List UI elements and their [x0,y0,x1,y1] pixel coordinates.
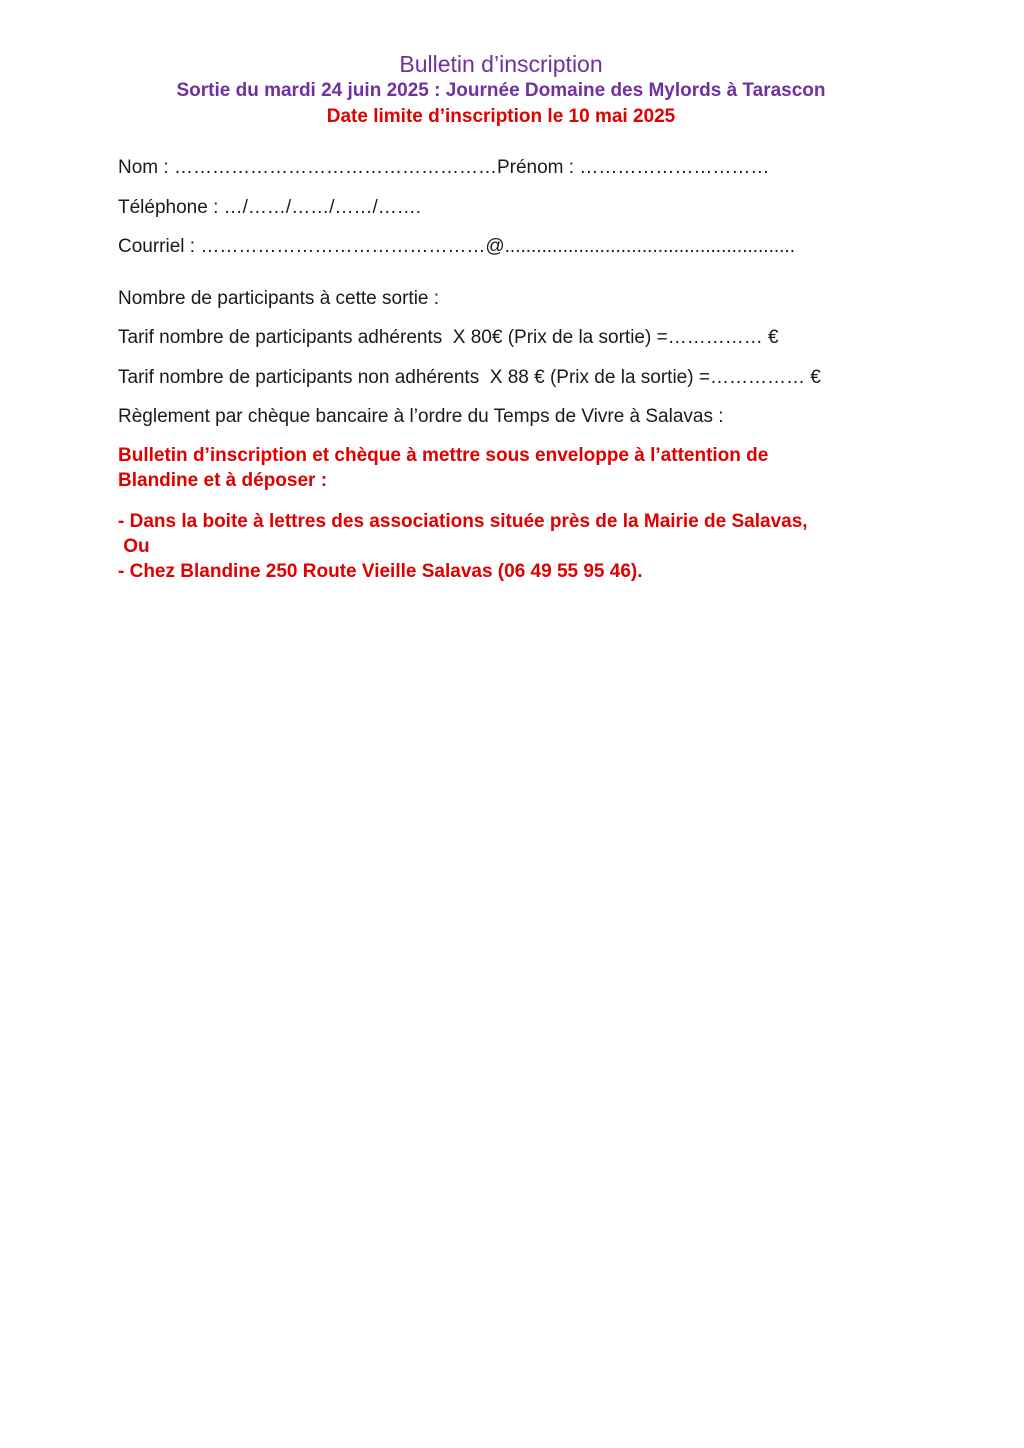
email-field-line: Courriel : ………………………………………@....................................................... [118,236,795,257]
event-subtitle: Sortie du mardi 24 juin 2025 : Journée Domaine des Mylords à Tarascon [176,80,826,101]
payment-instructions-line: Règlement par chèque bancaire à l’ordre du Temps de Vivre à Salavas : [118,406,724,427]
form-header [0,50,1002,130]
drop-off-option-mailbox: - Dans la boite à lettres des associations située près de la Mairie de Salavas, [118,511,808,532]
submission-intro-line-2: Blandine et à déposer : [118,470,328,491]
registration-deadline: Date limite d’inscription le 10 mai 2025 [326,106,676,127]
submission-intro-line-1: Bulletin d’inscription et chèque à mettre sous enveloppe à l’attention de [118,445,769,466]
telephone-field-line: Téléphone : …/……/……/……/……. [118,197,422,218]
non-member-price-line: Tarif nombre de participants non adhérents X 88 € (Prix de la sortie) =…………… € [118,367,821,388]
form-title: Bulletin d’inscription [399,51,603,77]
submission-instructions [118,443,918,493]
name-field-line: Nom : ……………………………………………Prénom : ………………………… [118,157,770,178]
drop-off-options [118,509,918,584]
member-price-line: Tarif nombre de participants adhérents X 80€ (Prix de la sortie) =…………… € [118,327,779,348]
participants-count-line: Nombre de participants à cette sortie : [118,288,440,309]
drop-off-or: Ou [118,536,150,557]
drop-off-option-home: - Chez Blandine 250 Route Vieille Salavas (06 49 55 95 46). [118,561,643,582]
